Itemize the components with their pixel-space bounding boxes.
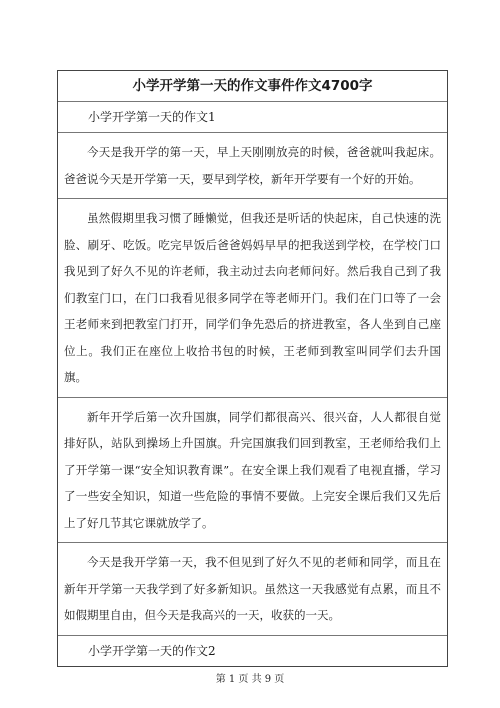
document-title: 小学开学第一天的作文事件作文4700字	[132, 78, 373, 94]
paragraph-1: 今天是我开学的第一天，早上天刚刚放亮的时候，爸爸就叫我起床。爸爸说今天是开学第一天，要早到学校，新年开学要有一个好的开始。	[58, 132, 447, 198]
section-heading-1: 小学开学第一天的作文1	[58, 101, 447, 132]
paragraph-2: 虽然假期里我习惯了睡懒觉，但我还是听话的快起床，自己快速的洗脸、刷牙、吃饭。吃完早饭后爸爸妈妈早早的把我送到学校，在学校门口我见到了好久不见的许老师，我主动过去向老师问好。然后我自己到了我们教室门口，在门口我看见很多同学在等老师开门。我们在门口等了一会王老师来到把教室门打开，同学们争先恐后的挤进教室，各人坐到自己座位上。我们正在座位上收拾书包的时候，王老师到教室叫同学们去升国旗。	[58, 198, 447, 397]
document-table	[57, 70, 448, 667]
paragraph-3: 新年开学后第一次升国旗，同学们都很高兴、很兴奋，人人都很自觉排好队，站队到操场上升国旗。升完国旗我们回到教室，王老师给我们上了开学第一课“安全知识教育课”。在安全课上我们观看了电视直播，学习了一些安全知识，知道一些危险的事情不要做。上完安全课后我们又先后上了好几节其它课就放学了。	[58, 397, 447, 543]
section-heading-2: 小学开学第一天的作文2	[58, 635, 447, 666]
paragraph-4: 今天是我开学第一天，我不但见到了好久不见的老师和同学，而且在新年开学第一天我学到了好多新知识。虽然这一天我感觉有点累，而且不如假期里自由，但今天是我高兴的一天，收获的一天。	[58, 542, 447, 635]
page-number: 第 1 页 共 9 页	[215, 674, 285, 685]
